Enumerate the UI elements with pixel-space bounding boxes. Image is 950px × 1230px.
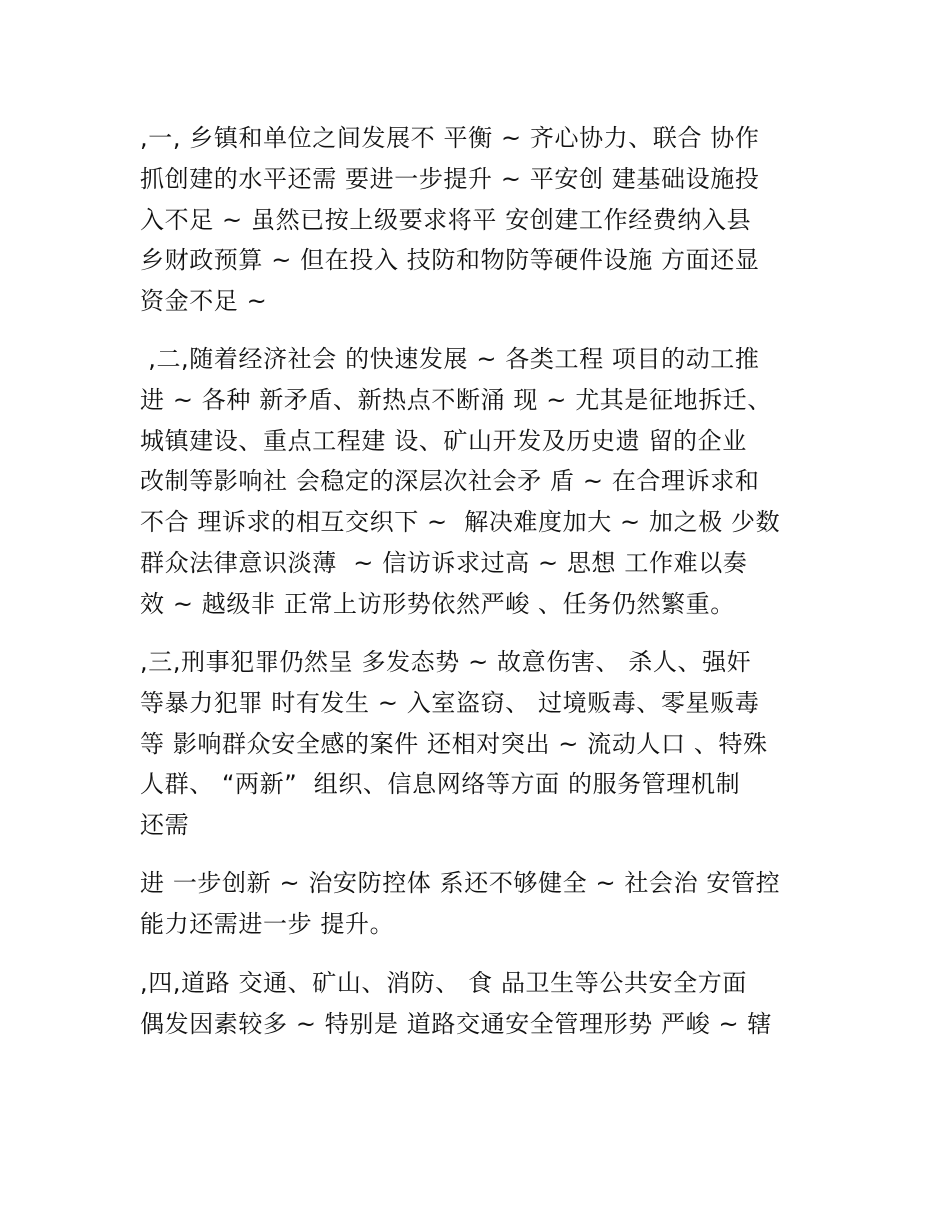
paragraph-line: 效 ~ 越级非 正常上访形势依然严峻 、任务仍然繁重。 — [140, 589, 735, 618]
paragraph-line: 乡财政预算 ~ 但在投入 技防和物防等硬件设施 方面还显 — [140, 246, 760, 275]
paragraph-line: 不合 理诉求的相互交织下 ~ 解决难度加大 ~ 加之极 少数 — [140, 508, 781, 537]
paragraph-line: 群众法律意识淡薄 ~ 信访诉求过高 ~ 思想 工作难以奏 — [140, 548, 748, 577]
paragraph-line: ,四,道路 交通、矿山、消防、 食 品卫生等公共安全方面 — [140, 969, 747, 997]
paragraph-line: 资金不足 ~ — [140, 287, 268, 316]
paragraph-line: 城镇建设、重点工程建 设、矿山开发及历史遗 留的企业 — [140, 426, 747, 455]
paragraph-4 — [140, 863, 820, 945]
paragraph-1 — [140, 118, 820, 322]
paragraph-line: 人群、 “两新” 组织、信息网络等方面 的服务管理机制 — [140, 770, 741, 799]
paragraph-line: ,一, 乡镇和单位之间发展不 平衡 ~ 齐心协力、联合 协作 — [140, 124, 760, 152]
paragraph-line: 进 一步创新 ~ 治安防控体 系还不够健全 ~ 社会治 安管控 — [140, 869, 781, 897]
paragraph-line: ,二,随着经济社会 的快速发展 ~ 各类工程 项目的动工推 — [140, 345, 760, 373]
paragraph-2 — [140, 339, 820, 625]
paragraph-line: ,三,刑事犯罪仍然呈 多发态势 ~ 故意伤害、 杀人、强奸 — [140, 648, 752, 676]
paragraph-line: 能力还需进一步 提升。 — [140, 909, 395, 938]
paragraph-line: 等暴力犯罪 时有发生 ~ 入室盗窃、 过境贩毒、零星贩毒 — [140, 688, 760, 717]
paragraph-line: 还需 — [140, 811, 190, 840]
paragraph-5 — [140, 963, 820, 1045]
paragraph-line: 偶发因素较多 ~ 特别是 道路交通安全管理形势 严峻 ~ 辖 — [140, 1009, 772, 1038]
paragraph-line: 进 ~ 各种 新矛盾、新热点不断涌 现 ~ 尤其是征地拆迁、 — [140, 385, 772, 414]
paragraph-3 — [140, 642, 820, 846]
paragraph-line: 抓创建的水平还需 要进一步提升 ~ 平安创 建基础设施投 — [140, 164, 760, 193]
paragraph-line: 入不足 ~ 虽然已按上级要求将平 安创建工作经费纳入县 — [140, 205, 752, 234]
paragraph-line: 等 影响群众安全感的案件 还相对突出 ~ 流动人口 、特殊 — [140, 729, 768, 758]
paragraph-line: 改制等影响社 会稳定的深层次社会矛 盾 ~ 在合理诉求和 — [140, 467, 760, 496]
